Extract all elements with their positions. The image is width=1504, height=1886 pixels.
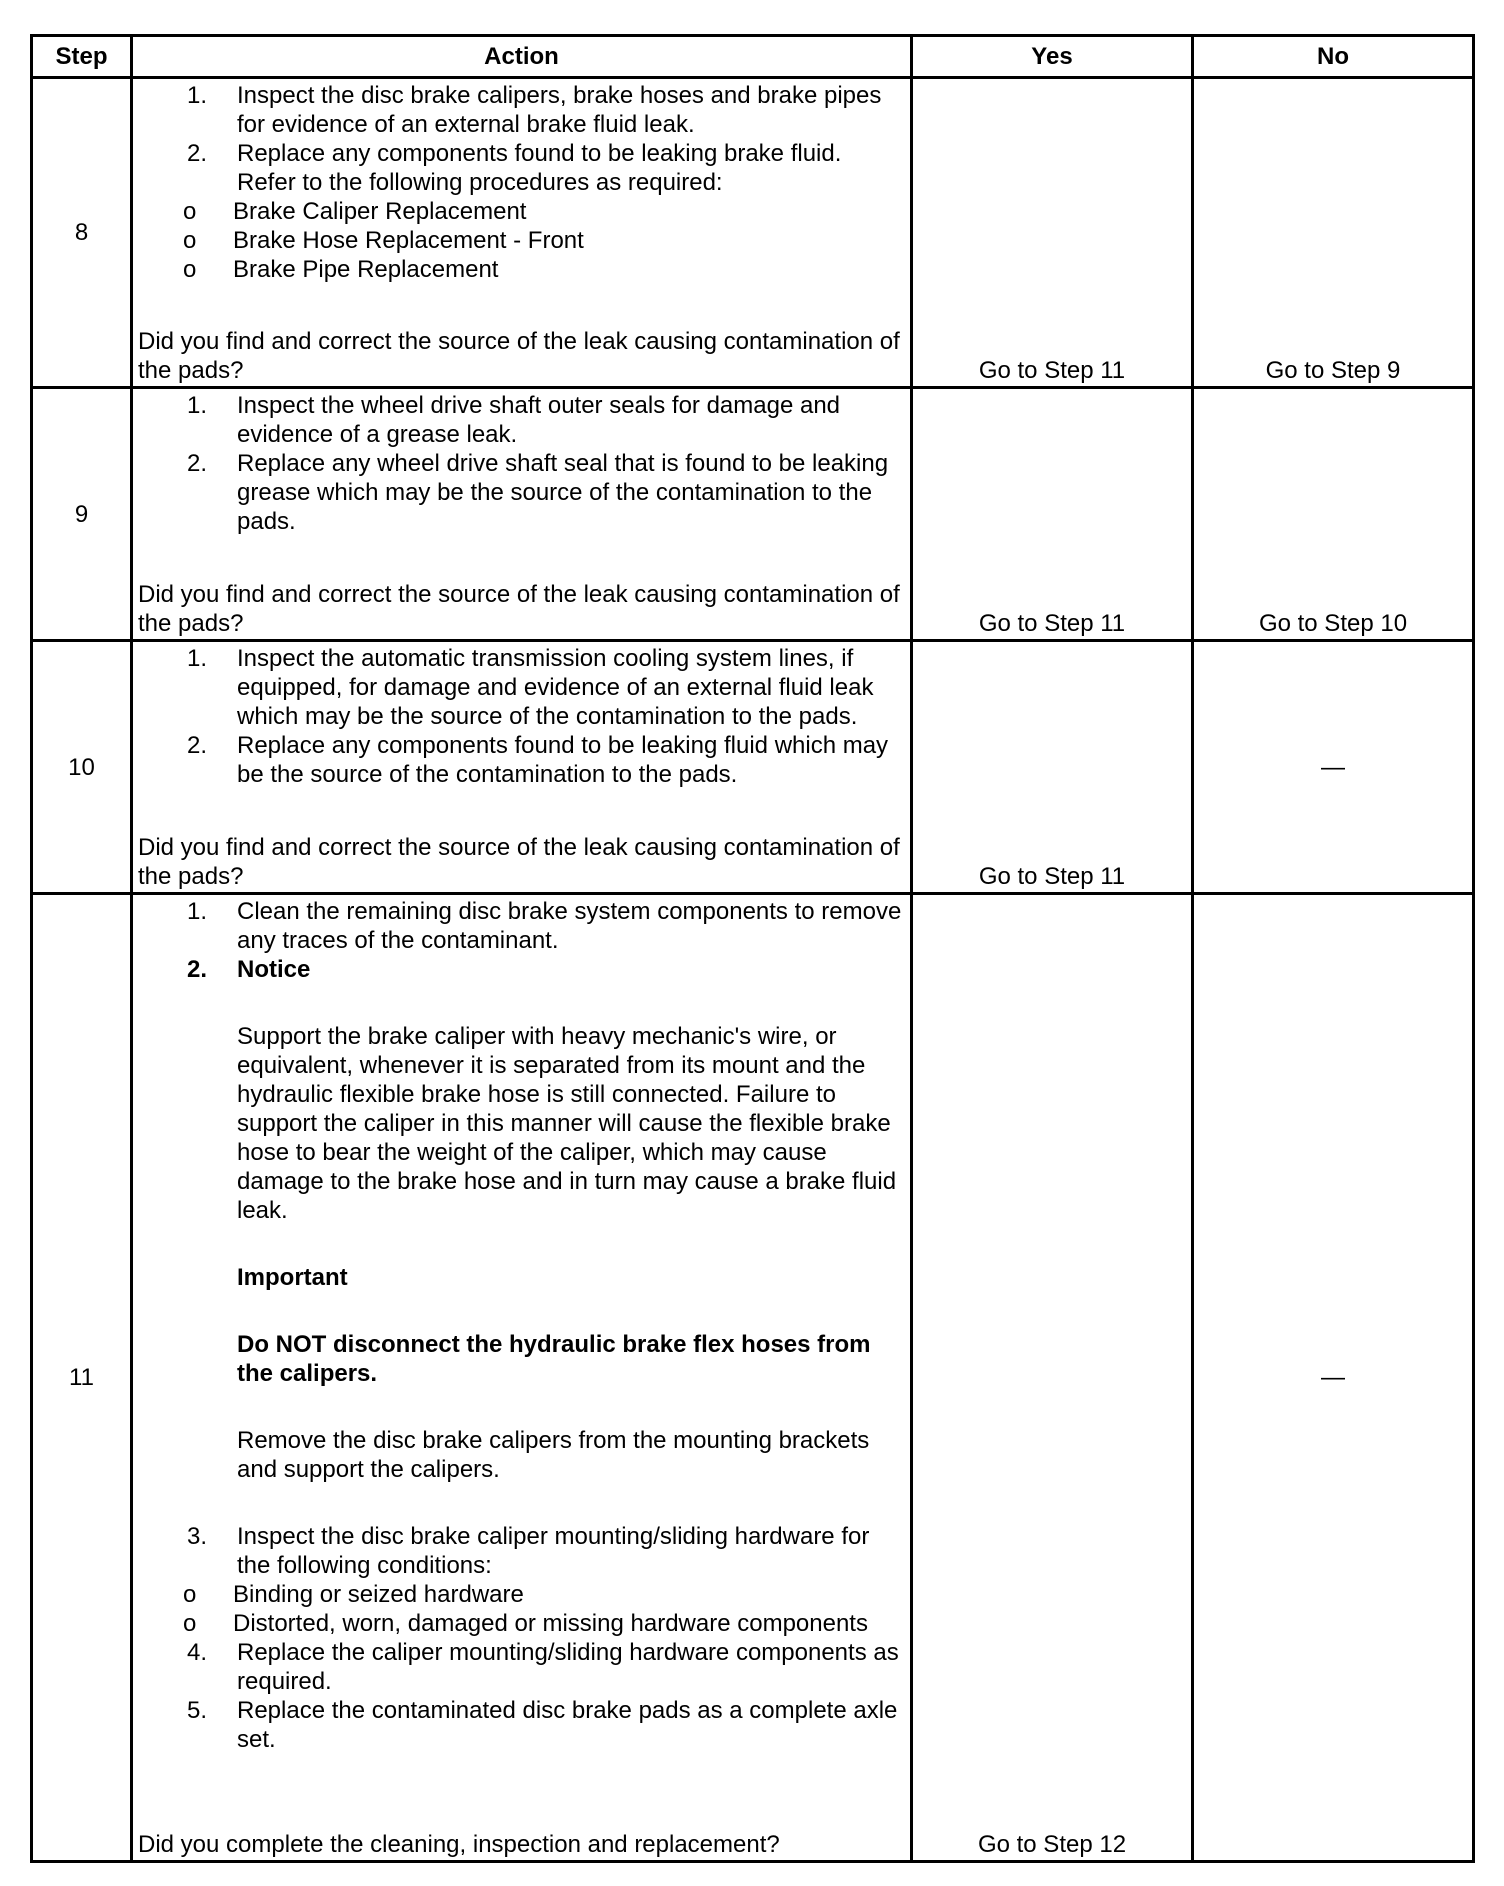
header-no: No: [1193, 36, 1474, 78]
question-text: Did you find and correct the source of the leak causing contamination of the pads?: [138, 328, 900, 384]
no-cell: [1193, 641, 1474, 894]
yes-link[interactable]: Go to Step 11: [978, 863, 1126, 890]
item-text: Inspect the disc brake caliper mounting/sliding hardware for the following conditions:: [237, 1523, 870, 1579]
action-item: [133, 731, 904, 789]
item-text: Replace any components found to be leaking fluid which may be the source of the contamination to the pads.: [237, 732, 889, 788]
yes-cell: [912, 388, 1193, 641]
action-item: [133, 897, 904, 955]
bullet-icon: o: [183, 1610, 197, 1637]
question-text: Did you find and correct the source of the leak causing contamination of the pads?: [138, 581, 900, 637]
question-text: Did you find and correct the source of the leak causing contamination of the pads?: [138, 834, 900, 890]
item-number: 3.: [187, 1523, 208, 1550]
action-item: [133, 81, 904, 139]
yes-cell: [912, 78, 1193, 388]
item-number: 1.: [187, 645, 208, 672]
step-number: 9: [32, 388, 132, 641]
action-item: [133, 644, 904, 731]
header-step: Step: [32, 36, 132, 78]
yes-cell: [912, 894, 1193, 1862]
item-number: 1.: [187, 392, 208, 419]
item-text: Inspect the disc brake calipers, brake hoses and brake pipes for evidence of an external brake fluid leak.: [237, 82, 882, 138]
step-row-11: [32, 894, 1474, 1862]
item-number: 2.: [187, 956, 208, 983]
no-cell: [1193, 388, 1474, 641]
item-number: 2.: [187, 732, 208, 759]
action-item: [133, 1638, 904, 1696]
item-text: Replace the caliper mounting/sliding hardware components as required.: [237, 1639, 899, 1695]
action-item: [133, 955, 904, 1522]
no-cell: [1193, 78, 1474, 388]
item-number: 2.: [187, 140, 208, 167]
important-text: Do NOT disconnect the hydraulic brake flex hoses from the calipers.: [237, 1331, 871, 1387]
sub-item: [133, 255, 904, 284]
step-number: 8: [32, 78, 132, 388]
step-number: 10: [32, 641, 132, 894]
action-item: [133, 1522, 904, 1638]
bullet-icon: o: [183, 256, 197, 283]
sub-item-text: Brake Caliper Replacement: [233, 198, 527, 225]
no-cell: [1193, 894, 1474, 1862]
item-text: Replace any wheel drive shaft seal that is found to be leaking grease which may be the source of the contamination to the pads.: [237, 450, 889, 535]
yes-cell: [912, 641, 1193, 894]
sub-item: [133, 1580, 904, 1609]
item-text: Inspect the wheel drive shaft outer seals for damage and evidence of a grease leak.: [237, 392, 841, 448]
action-item: [133, 1696, 904, 1754]
bullet-icon: o: [183, 227, 197, 254]
item-text: Inspect the automatic transmission cooling system lines, if equipped, for damage and evidence of an external fluid leak which may be the source of the contamination to the pads.: [237, 645, 874, 730]
notice-text: Support the brake caliper with heavy mechanic's wire, or equivalent, whenever it is separated from its mount and the hydraulic flexible brake hose is still connected. Failure to support the caliper in this manner will cause the flexible brake hose to bear the weight of the caliper, which may cause damage to the brake hose and in turn may cause a brake fluid leak.: [237, 1023, 897, 1224]
bullet-icon: o: [183, 1581, 197, 1608]
action-cell: [132, 78, 912, 388]
no-link[interactable]: Go to Step 9: [1265, 357, 1401, 384]
item-number: 5.: [187, 1697, 208, 1724]
item-text: Replace any components found to be leaking brake fluid. Refer to the following procedures as required:: [237, 140, 842, 196]
sub-item-text: Distorted, worn, damaged or missing hardware components: [233, 1610, 868, 1637]
no-dash: —: [1321, 753, 1345, 781]
sub-item-text: Brake Hose Replacement - Front: [233, 227, 584, 254]
header-row: [32, 36, 1474, 78]
item-number: 1.: [187, 898, 208, 925]
action-item: [133, 449, 904, 536]
action-cell: [132, 388, 912, 641]
important-heading: Important: [237, 1264, 348, 1291]
no-dash: —: [1321, 1364, 1345, 1391]
notice-heading: Notice: [237, 956, 311, 983]
header-action: Action: [132, 36, 912, 78]
sub-item: [133, 226, 904, 255]
instruction-text: Remove the disc brake calipers from the mounting brackets and support the calipers.: [237, 1427, 870, 1483]
step-row-10: [32, 641, 1474, 894]
diagnostic-table: [30, 34, 1475, 1863]
item-text: Clean the remaining disc brake system components to remove any traces of the contaminant.: [237, 898, 902, 954]
sub-item-text: Brake Pipe Replacement: [233, 256, 499, 283]
action-item: [133, 391, 904, 449]
action-cell: [132, 641, 912, 894]
item-number: 2.: [187, 450, 208, 477]
yes-link[interactable]: Go to Step 11: [978, 357, 1126, 384]
yes-link[interactable]: Go to Step 12: [977, 1831, 1127, 1858]
sub-item: [133, 1609, 904, 1638]
item-number: 4.: [187, 1639, 208, 1666]
header-yes: Yes: [912, 36, 1193, 78]
item-text: Replace the contaminated disc brake pads as a complete axle set.: [237, 1697, 898, 1753]
step-number: 11: [32, 894, 132, 1862]
no-link[interactable]: Go to Step 10: [1258, 610, 1408, 637]
action-item: [133, 139, 904, 284]
sub-item-text: Binding or seized hardware: [233, 1581, 524, 1608]
sub-item: [133, 197, 904, 226]
item-number: 1.: [187, 82, 208, 109]
question-text: Did you complete the cleaning, inspection and replacement?: [138, 1831, 780, 1858]
step-row-8: [32, 78, 1474, 388]
action-cell: [132, 894, 912, 1862]
bullet-icon: o: [183, 198, 197, 225]
yes-link[interactable]: Go to Step 11: [978, 610, 1126, 637]
step-row-9: [32, 388, 1474, 641]
